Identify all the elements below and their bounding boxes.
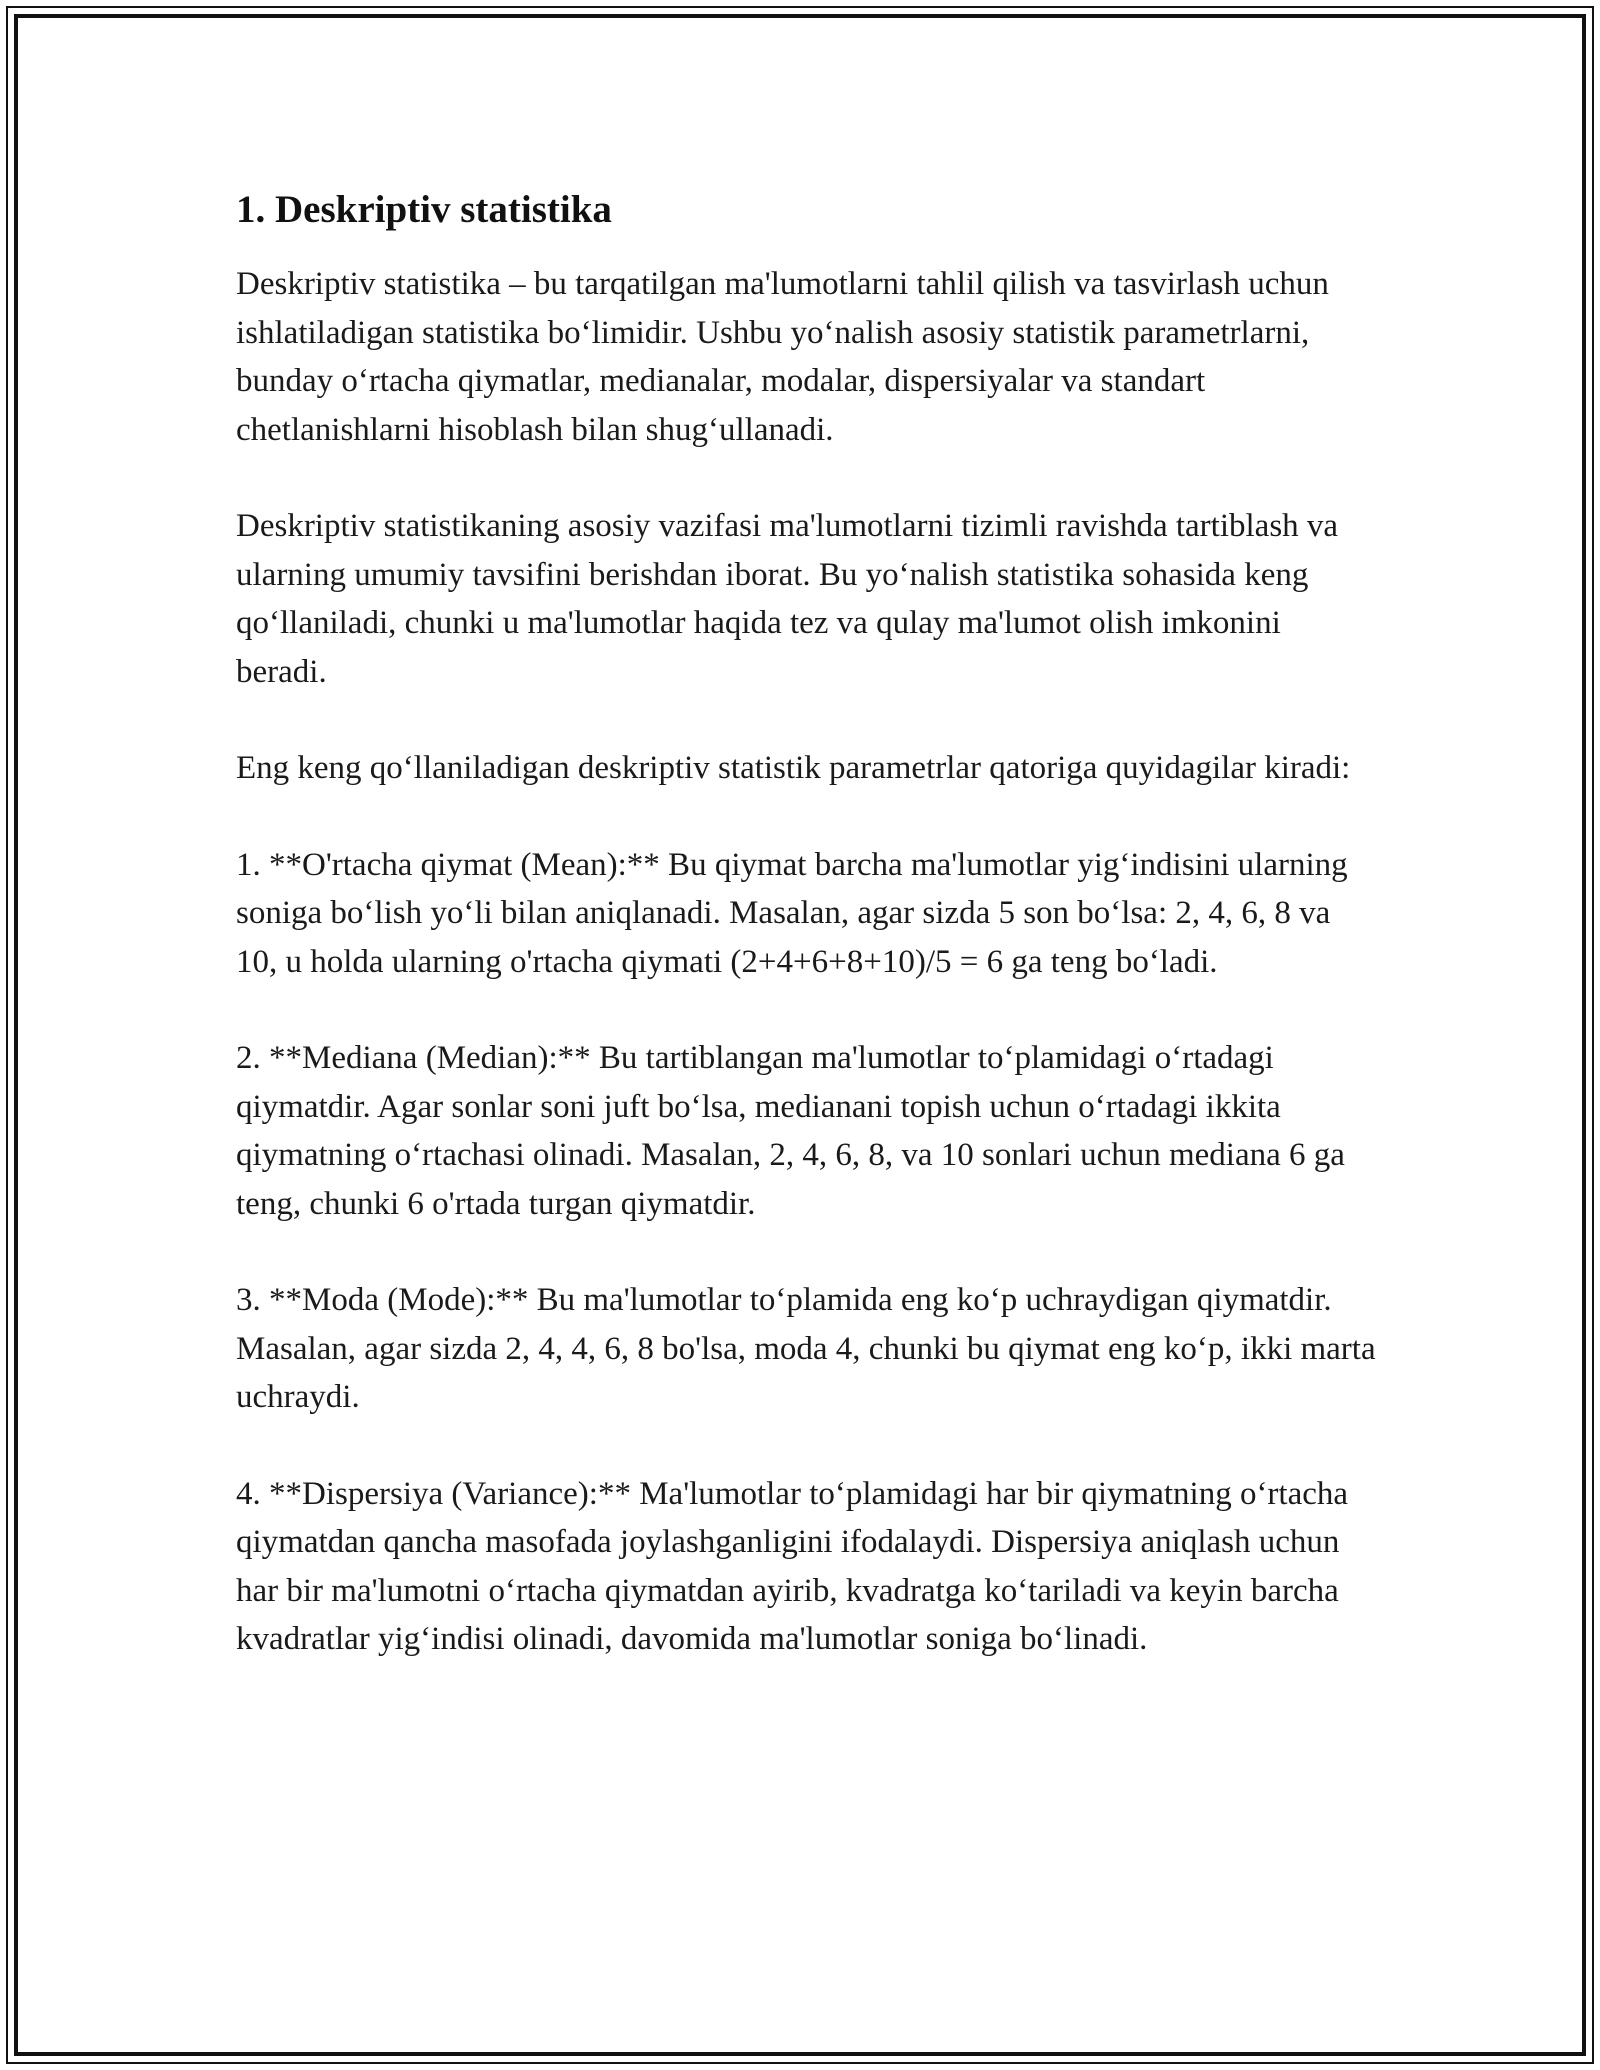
document-body — [236, 186, 1376, 1712]
paragraph-median: 2. **Mediana (Median):** Bu tartiblangan ma'lumotlar to‘plamidagi o‘rtadagi qiymatdir. Agar sonlar soni juft bo‘lsa, medianani topish uchun o‘rtadagi ikkita qiymatning o‘rtachasi olinadi. Masalan, 2, 4, 6, 8, va 10 sonlari uchun mediana 6 ga teng, chunki 6 o'rtada turgan qiymatdir. — [236, 1040, 1345, 1222]
paragraph-variance: 4. **Dispersiya (Variance):** Ma'lumotlar to‘plamidagi har bir qiymatning o‘rtacha qiymatdan qancha masofada joylashganligini ifodalaydi. Dispersiya aniqlash uchun har bir ma'lumotni o‘rtacha qiymatdan ayirib, kvadratga ko‘tariladi va keyin barcha kvadratlar yig‘indisi olinadi, davomida ma'lumotlar soniga bo‘linadi. — [236, 1475, 1349, 1657]
section-heading: 1. Deskriptiv statistika — [236, 188, 612, 231]
paragraph-purpose: Deskriptiv statistikaning asosiy vazifasi ma'lumotlarni tizimli ravishda tartiblash va ularning umumiy tavsifini berishdan iborat. Bu yo‘nalish statistika sohasida keng qo‘llaniladi, chunki u ma'lumotlar haqida tez va qulay ma'lumot olish imkonini beradi. — [236, 508, 1339, 690]
paragraph-mode: 3. **Moda (Mode):** Bu ma'lumotlar to‘plamida eng ko‘p uchraydigan qiymatdir. Masalan, agar sizda 2, 4, 4, 6, 8 bo'lsa, moda 4, chunki bu qiymat eng ko‘p, ikki marta uchraydi. — [236, 1282, 1376, 1415]
paragraph-intro: Deskriptiv statistika – bu tarqatilgan ma'lumotlarni tahlil qilish va tasvirlash uchun ishlatiladigan statistika bo‘limidir. Ushbu yo‘nalish asosiy statistik parametrlarni, bunday o‘rtacha qiymatlar, medianalar, modalar, dispersiyalar va standart chetlanishlarni hisoblash bilan shug‘ullanadi. — [236, 266, 1329, 448]
paragraph-list-intro: Eng keng qo‘llaniladigan deskriptiv statistik parametrlar qatoriga quyidagilar kiradi: — [236, 750, 1351, 786]
paragraph-mean: 1. **O'rtacha qiymat (Mean):** Bu qiymat barcha ma'lumotlar yig‘indisini ularning soniga bo‘lish yo‘li bilan aniqlanadi. Masalan, agar sizda 5 son bo‘lsa: 2, 4, 6, 8 va 10, u holda ularning o'rtacha qiymati (2+4+6+8+10)/5 = 6 ga teng bo‘ladi. — [236, 846, 1348, 980]
